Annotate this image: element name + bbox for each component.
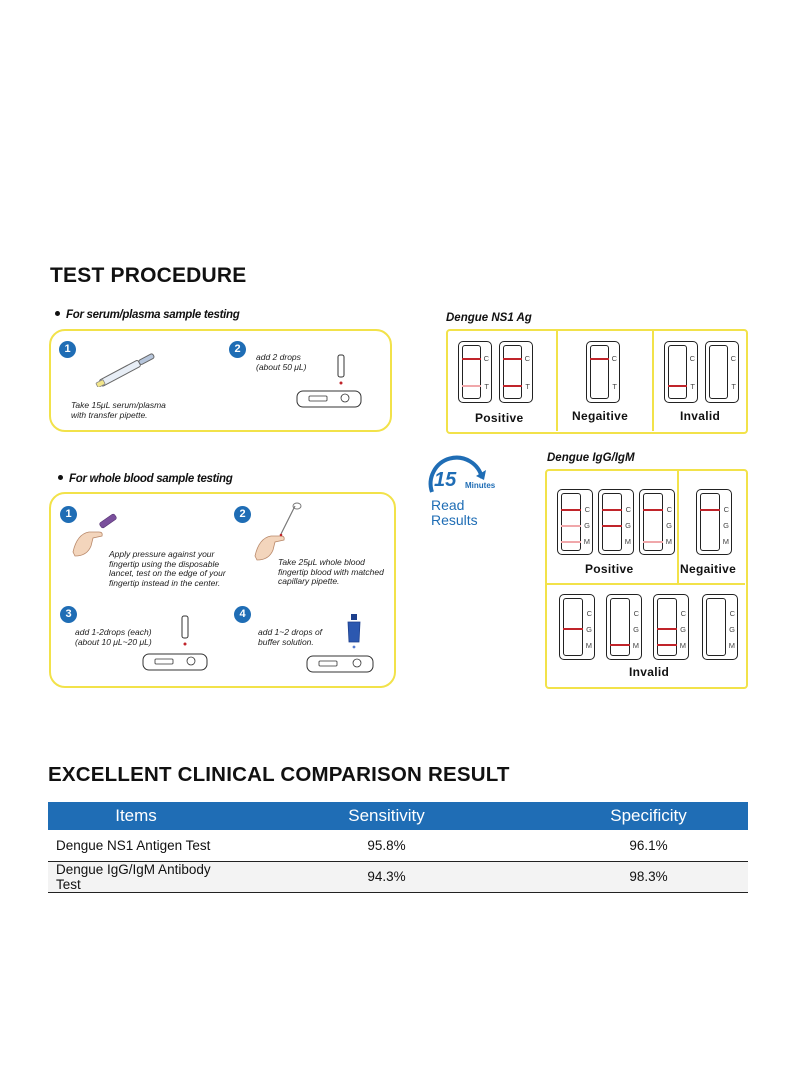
ns1-negative-label: Negaitive xyxy=(572,409,629,423)
igg-invalid-cassette: C G M xyxy=(559,594,595,660)
ns1-results-panel xyxy=(446,329,748,434)
serum-step1-text: Take 15μL serum/plasma with transfer pipette. xyxy=(71,400,166,420)
comparison-table xyxy=(48,802,748,893)
ns1-panel-title: Dengue NS1 Ag xyxy=(446,312,532,324)
ns1-positive-cassette: C T xyxy=(458,341,492,403)
table-cell-specificity: 96.1% xyxy=(549,830,748,861)
serum-procedure-box xyxy=(49,329,392,432)
ns1-positive-label: Positive xyxy=(475,411,524,425)
dropper-cassette-icon xyxy=(295,353,365,413)
timer-unit: Minutes xyxy=(465,481,496,490)
table-row xyxy=(48,861,748,892)
igg-results-panel xyxy=(545,469,748,689)
igg-negative-cassette: C G M xyxy=(696,489,732,555)
header-items: Items xyxy=(48,802,224,830)
header-sensitivity: Sensitivity xyxy=(224,802,549,830)
serum-section-label: For serum/plasma sample testing xyxy=(55,309,239,321)
table-header-row xyxy=(48,802,748,830)
igg-invalid-label: Invalid xyxy=(629,665,670,679)
igg-negative-label: Negaitive xyxy=(680,562,737,576)
procedure-title: TEST PROCEDURE xyxy=(50,264,247,287)
igg-positive-cassette: C G M xyxy=(598,489,634,555)
blood-step3-text: add 1-2drops (each) (about 10 μL~20 μL) xyxy=(75,627,152,647)
ns1-negative-cassette: C T xyxy=(586,341,620,403)
ns1-positive-cassette: C T xyxy=(499,341,533,403)
ns1-invalid-label: Invalid xyxy=(680,409,721,423)
ns1-invalid-cassette: C T xyxy=(664,341,698,403)
table-cell-sensitivity: 94.3% xyxy=(224,861,549,892)
transfer-pipette-icon xyxy=(93,351,165,387)
dropper-cassette-icon xyxy=(141,614,211,676)
step-number-badge: 4 xyxy=(234,606,251,623)
blood-section-label: For whole blood sample testing xyxy=(58,473,233,485)
timer-minutes: 15 xyxy=(434,469,457,491)
comparison-title: EXCELLENT CLINICAL COMPARISON RESULT xyxy=(48,763,510,786)
serum-step2-text: add 2 drops (about 50 μL) xyxy=(256,352,307,372)
blood-step4-text: add 1~2 drops of buffer solution. xyxy=(258,627,323,647)
igg-invalid-cassette: C G M xyxy=(653,594,689,660)
table-cell-specificity: 98.3% xyxy=(549,861,748,892)
bullet-icon xyxy=(55,311,60,316)
blood-step2-text: Take 25μL whole blood fingertip blood with matched capillary pipette. xyxy=(278,557,384,586)
igg-positive-label: Positive xyxy=(585,562,634,576)
step-number-badge: 1 xyxy=(60,506,77,523)
igg-invalid-cassette: C G M xyxy=(606,594,642,660)
table-cell-sensitivity: 95.8% xyxy=(224,830,549,861)
blood-procedure-box xyxy=(49,492,396,688)
bullet-icon xyxy=(58,475,63,480)
step-number-badge: 1 xyxy=(59,341,76,358)
capillary-pipette-icon xyxy=(251,502,321,562)
table-row xyxy=(48,830,748,861)
blood-step1-text: Apply pressure against your fingertip using the disposable lancet, test on the edge of your fingertip instead in the center. xyxy=(109,549,226,588)
table-cell-item: Dengue NS1 Antigen Test xyxy=(48,830,224,861)
ns1-invalid-cassette: C T xyxy=(705,341,739,403)
table-cell-item: Dengue IgG/IgM Antibody Test xyxy=(48,861,224,892)
step-number-badge: 2 xyxy=(234,506,251,523)
step-number-badge: 2 xyxy=(229,341,246,358)
igg-panel-title: Dengue IgG/IgM xyxy=(547,452,635,464)
header-specificity: Specificity xyxy=(549,802,748,830)
read-results-caption: Read Results xyxy=(431,497,478,528)
step-number-badge: 3 xyxy=(60,606,77,623)
buffer-bottle-cassette-icon xyxy=(305,612,377,678)
igg-positive-cassette: C G M xyxy=(639,489,675,555)
igg-invalid-cassette: C G M xyxy=(702,594,738,660)
igg-positive-cassette: C G M xyxy=(557,489,593,555)
